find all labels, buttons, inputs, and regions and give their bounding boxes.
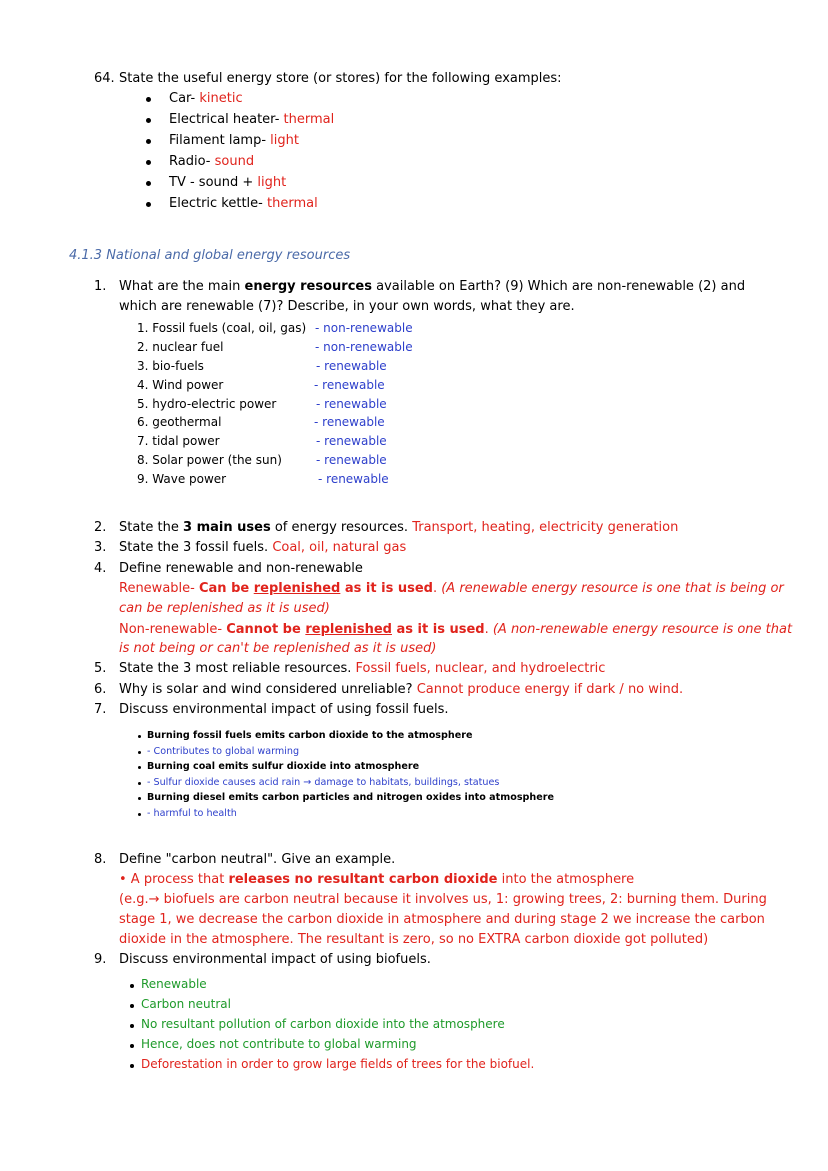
question-text: Discuss environmental impact of using biofuels. (119, 952, 431, 967)
impact-item: No resultant pollution of carbon dioxide into the atmosphere (141, 1017, 505, 1031)
question-text: State the 3 fossil fuels. Coal, oil, natural gas (119, 540, 407, 555)
answer-text: can be replenished as it is used) (119, 601, 330, 616)
bullet-icon (130, 1064, 134, 1068)
question-text: Discuss environmental impact of using fossil fuels. (119, 702, 449, 717)
question-text: State the 3 main uses of energy resources. Transport, heating, electricity generation (119, 520, 679, 535)
resource-name: 9. Wave power (137, 472, 227, 486)
question-number: 3. (94, 540, 107, 555)
resource-type: - non-renewable (315, 340, 413, 354)
answer-text: stage 1, we decrease the carbon dioxide in atmosphere and during stage 2 we increase the carbon (119, 912, 765, 927)
question-text: State the 3 most reliable resources. Fossil fuels, nuclear, and hydroelectric (119, 661, 606, 676)
resource-name: 6. geothermal (137, 415, 222, 429)
resource-name: 7. tidal power (137, 434, 220, 448)
list-item: Radio- sound (169, 154, 255, 169)
bullet-icon (146, 181, 151, 186)
bullet-icon (138, 782, 141, 785)
bullet-icon (138, 735, 141, 738)
resource-name: 8. Solar power (the sun) (137, 453, 282, 467)
resource-name: 4. Wind power (137, 378, 224, 392)
bullet-icon (146, 139, 151, 144)
resource-type: - renewable (314, 415, 385, 429)
bullet-icon (138, 751, 141, 754)
bullet-icon (146, 202, 151, 207)
resource-type: - renewable (316, 453, 387, 467)
question-text: which are renewable (7)? Describe, in your own words, what they are. (119, 299, 575, 314)
resource-type: - renewable (316, 434, 387, 448)
impact-item: - Sulfur dioxide causes acid rain → damage to habitats, buildings, statues (147, 777, 500, 788)
answer-text: dioxide in the atmosphere. The resultant is zero, so no EXTRA carbon dioxide got polluted) (119, 932, 709, 947)
question-text: State the useful energy store (or stores) for the following examples: (119, 71, 562, 86)
question-number: 7. (94, 702, 107, 717)
bullet-icon (138, 813, 141, 816)
resource-name: 1. Fossil fuels (coal, oil, gas) (137, 321, 307, 335)
section-heading: 4.1.3 National and global energy resources (69, 248, 351, 263)
bullet-icon (146, 118, 151, 123)
impact-item: Burning diesel emits carbon particles and nitrogen oxides into atmosphere (147, 792, 554, 803)
question-text: Define renewable and non-renewable (119, 561, 363, 576)
question-number: 5. (94, 661, 107, 676)
question-number: 64. (94, 71, 115, 86)
answer-text: Non-renewable- Cannot be replenished as it is used. (A non-renewable energy resource is one that (119, 622, 793, 637)
bullet-icon (138, 797, 141, 800)
question-number: 8. (94, 852, 107, 867)
answer-text: (e.g.→ biofuels are carbon neutral because it involves us, 1: growing trees, 2: burning them. During (119, 892, 767, 907)
impact-item: Hence, does not contribute to global warming (141, 1037, 417, 1051)
resource-type: - renewable (316, 397, 387, 411)
question-number: 1. (94, 279, 107, 294)
bullet-icon (130, 1044, 134, 1048)
impact-item: Carbon neutral (141, 997, 231, 1011)
bullet-icon (130, 1024, 134, 1028)
question-number: 9. (94, 952, 107, 967)
list-item: Car- kinetic (169, 91, 243, 106)
impact-item: Deforestation in order to grow large fields of trees for the biofuel. (141, 1057, 535, 1071)
resource-type: - renewable (318, 472, 389, 486)
list-item: TV - sound + light (169, 175, 287, 190)
answer-text: Renewable- Can be replenished as it is used. (A renewable energy resource is one that is being or (119, 581, 784, 596)
impact-item: - Contributes to global warming (147, 746, 300, 757)
question-text: Define "carbon neutral". Give an example. (119, 852, 396, 867)
bullet-icon (130, 984, 134, 988)
answer-text: is not being or can't be replenished as it is used) (119, 641, 437, 656)
question-text: Why is solar and wind considered unreliable? Cannot produce energy if dark / no wind. (119, 682, 684, 697)
bullet-icon (130, 1004, 134, 1008)
resource-name: 3. bio-fuels (137, 359, 204, 373)
impact-item: - harmful to health (147, 808, 237, 819)
bullet-icon (146, 97, 151, 102)
list-item: Filament lamp- light (169, 133, 299, 148)
list-item: Electric kettle- thermal (169, 196, 318, 211)
impact-item: Renewable (141, 977, 207, 991)
bullet-icon (138, 766, 141, 769)
list-item: Electrical heater- thermal (169, 112, 335, 127)
question-number: 2. (94, 520, 107, 535)
resource-name: 2. nuclear fuel (137, 340, 224, 354)
resource-name: 5. hydro-electric power (137, 397, 277, 411)
impact-item: Burning fossil fuels emits carbon dioxide to the atmosphere (147, 730, 473, 741)
question-number: 4. (94, 561, 107, 576)
bullet-icon (146, 160, 151, 165)
resource-type: - renewable (316, 359, 387, 373)
resource-type: - renewable (314, 378, 385, 392)
question-text: What are the main energy resources available on Earth? (9) Which are non-renewable (2) and (119, 279, 746, 294)
answer-text: • A process that releases no resultant carbon dioxide into the atmosphere (119, 872, 635, 887)
question-number: 6. (94, 682, 107, 697)
impact-item: Burning coal emits sulfur dioxide into atmosphere (147, 761, 420, 772)
resource-type: - non-renewable (315, 321, 413, 335)
